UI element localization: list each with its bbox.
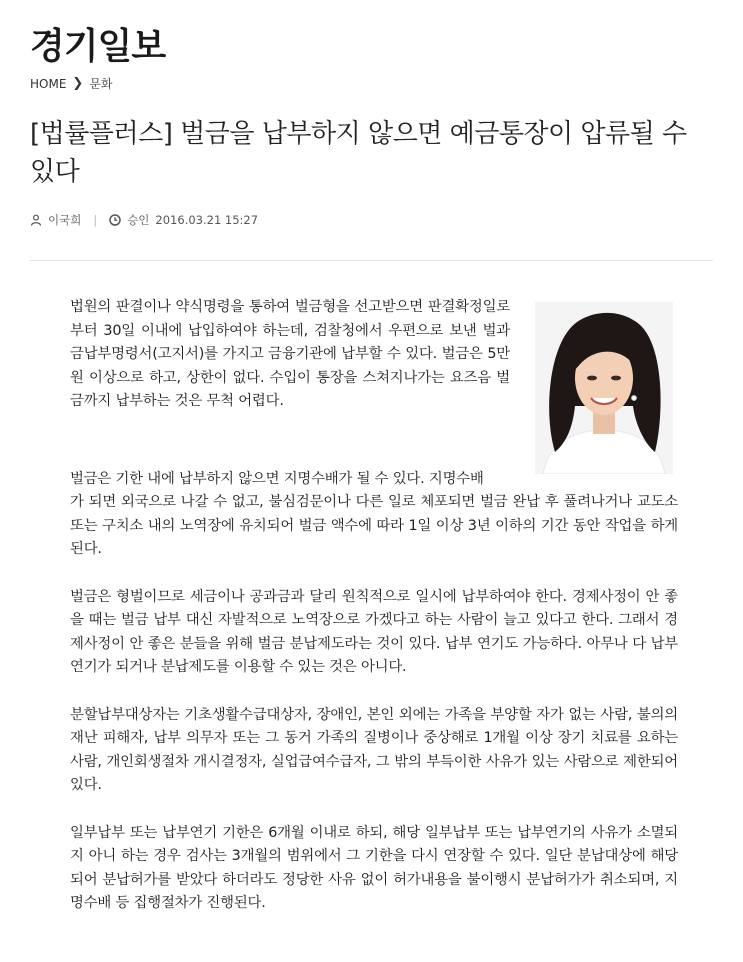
chevron-right-icon: ❯ — [72, 76, 84, 91]
article-body — [70, 296, 678, 916]
breadcrumb-section[interactable]: 문화 — [89, 77, 113, 91]
clock-icon — [109, 214, 121, 226]
article-paragraph: 법원의 판결이나 약식명령을 통하여 벌금형을 선고받으면 판결확정일로부터 30일 이내에 납입하여야 하는데, 검찰청에서 우편으로 보낸 벌과금납부명령서(고지서)를 가지고 금융기관에 납부할 수 있다. 벌금은 5만 원 이상으로 하고, 상한이 없다. 수입이 통장을 스쳐지나가는 요즈음 벌금까지 납부하는 것은 무척 어렵다. — [70, 299, 510, 409]
author-name[interactable]: 이국희 — [48, 213, 82, 227]
header-divider — [30, 260, 713, 261]
article-paragraph: 벌금은 형벌이므로 세금이나 공과금과 달리 원칙적으로 일시에 납부하여야 한다. 경제사정이 안 좋을 때는 벌금 납부 대신 자발적으로 노역장으로 가겠다고 하는 사람이 늘고 있다고 한다. 그래서 경제사정이 안 좋은 분들을 위해 벌금 분납제도라는 것이 있다. 납부 연기도 가능하다. 아무나 다 납부 연기가 되거나 분납제도를 이용할 수 있는 것은 아니다. — [70, 588, 678, 675]
article-paragraph: 벌금은 기한 내에 납부하지 않으면 지명수배가 될 수 있다. 지명수배 — [70, 470, 484, 487]
article-paragraph: 분할납부대상자는 기초생활수급대상자, 장애인, 본인 외에는 가족을 부양할 자가 없는 사람, 불의의 재난 피해자, 납부 의무자 또는 그 동거 가족의 질병이나 중상해로 1개월 이상 장기 치료를 요하는 사람, 개인회생절차 개시결정자, 실업급여수급자, 그 밖의 부득이한 사유가 있는 사람으로 제한되어 있다. — [70, 706, 678, 793]
site-logo[interactable]: 경기일보 — [30, 26, 166, 67]
breadcrumb — [30, 75, 113, 92]
approval-label: 승인 — [127, 213, 150, 227]
person-icon — [30, 214, 42, 226]
article-paragraph: 가 되면 외국으로 나갈 수 없고, 불심검문이나 다른 일로 체포되면 벌금 완납 후 풀려나거나 교도소 또는 구치소 내의 노역장에 유치되어 벌금 액수에 따라 1일 이상 3년 이하의 기간 동안 작업을 하게 된다. — [70, 494, 678, 557]
article-title: [법률플러스] 벌금을 납부하지 않으면 예금통장이 압류될 수 있다 — [30, 119, 687, 187]
article-meta — [30, 212, 258, 228]
breadcrumb-home[interactable]: HOME — [30, 76, 67, 91]
meta-separator: | — [93, 213, 98, 227]
publish-datetime: 2016.03.21 15:27 — [155, 213, 259, 227]
article-paragraph: 일부납부 또는 납부연기 기한은 6개월 이내로 하되, 해당 일부납부 또는 납부연기의 사유가 소멸되지 아니 하는 경우 검사는 3개월의 범위에서 그 기한을 다시 연장할 수 있다. 일단 분납대상에 해당되어 분납허가를 받았다 하더라도 정당한 사유 없이 허가내용을 불이행시 분납허가가 취소되며, 지명수배 등 집행절차가 진행된다. — [70, 824, 678, 911]
